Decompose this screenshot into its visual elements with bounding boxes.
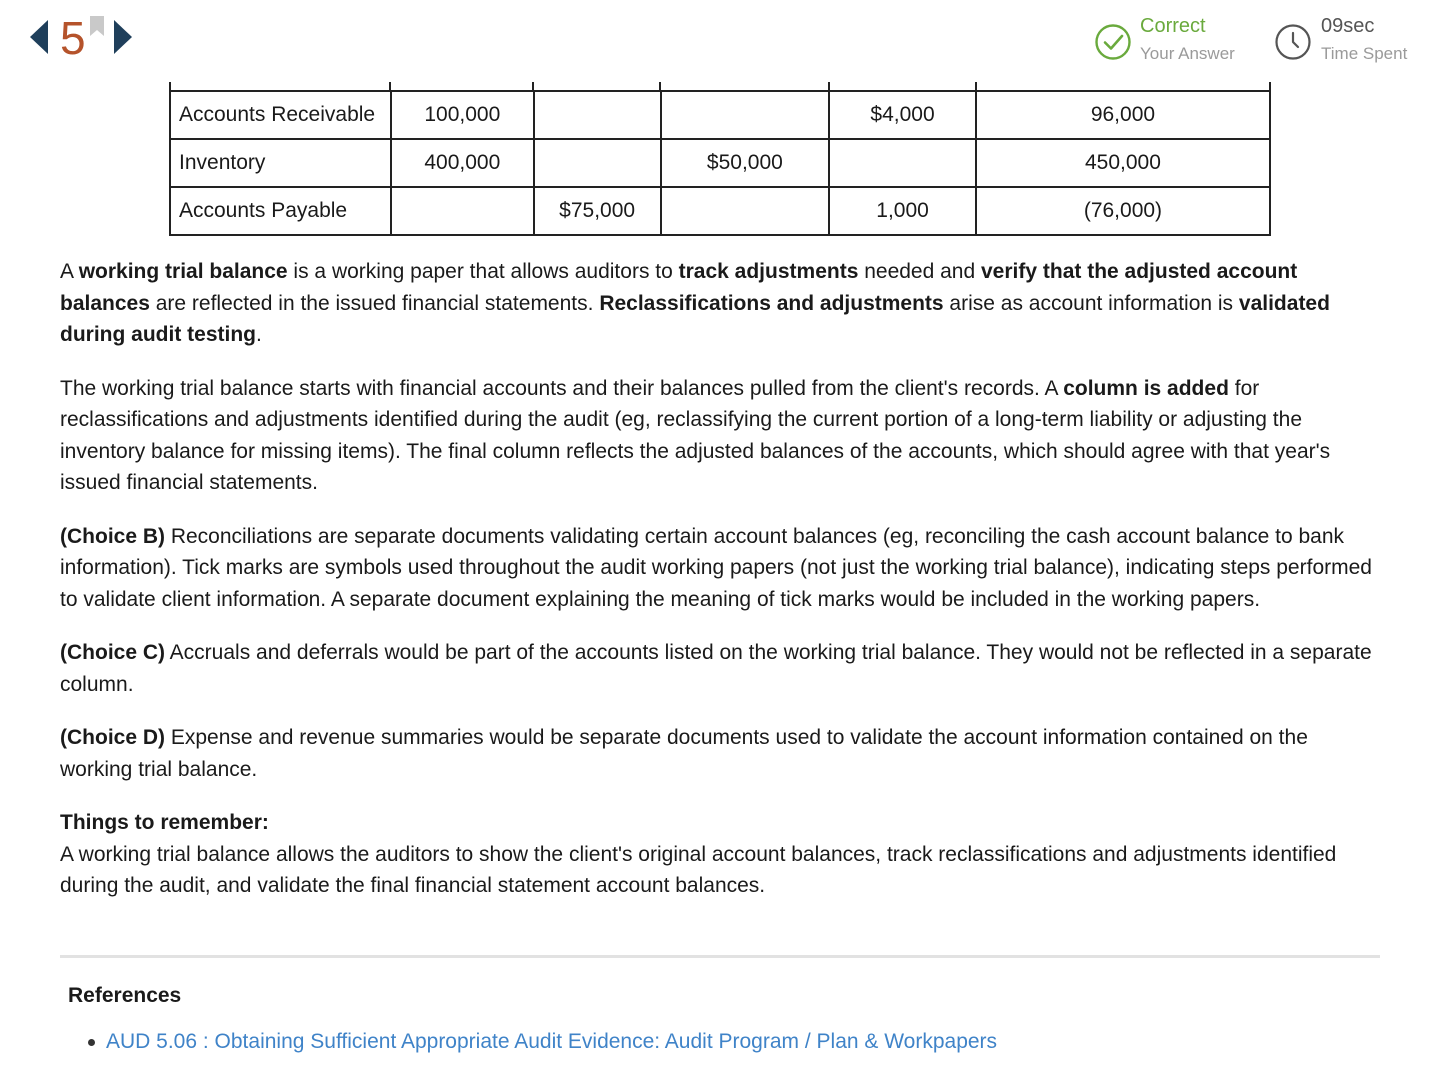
table-stub: [532, 82, 534, 90]
reference-link[interactable]: AUD 5.06 : Obtaining Sufficient Appropriate Audit Evidence: Audit Program / Plan & Workpapers: [106, 1030, 998, 1053]
table-row: [170, 187, 1270, 235]
table-cell: 450,000: [976, 139, 1270, 187]
text-run: are reflected in the issued financial statements.: [149, 291, 600, 315]
explanation-paragraph: [60, 373, 1380, 499]
time-value: 09sec: [1321, 15, 1375, 37]
account-name: Accounts Receivable: [170, 91, 391, 139]
table-stub: [169, 82, 171, 90]
bookmark-icon[interactable]: [90, 16, 104, 36]
text-run: .: [255, 323, 262, 346]
table-cell: $4,000: [829, 91, 976, 139]
text-run: The working trial balance starts with financial accounts and their balances pulled from the client's records. A: [60, 376, 1064, 400]
text-run: is a working paper that allows auditors to: [287, 260, 679, 283]
table-cell: [661, 187, 830, 235]
table-cell: [661, 91, 830, 139]
clock-icon: [1274, 23, 1312, 61]
table-cell: 96,000: [976, 91, 1270, 139]
table-cell: 400,000: [391, 139, 534, 187]
bold-text: track adjustments: [678, 260, 859, 283]
bold-text: working trial balance: [78, 260, 288, 283]
choice-label: (Choice B): [60, 524, 165, 548]
choice-label: (Choice C): [60, 641, 165, 664]
table-cell: (76,000): [976, 187, 1270, 235]
previous-question-button[interactable]: [28, 17, 50, 57]
account-name: Inventory: [170, 139, 391, 187]
bold-text: verify that the adjusted account balances: [60, 260, 1298, 315]
table-cell: [391, 187, 534, 235]
table-stub: [1269, 82, 1271, 90]
bold-text: column is added: [1063, 376, 1229, 400]
table-stub: [659, 82, 661, 90]
question-nav: [28, 12, 134, 64]
next-question-button[interactable]: [112, 17, 134, 57]
answer-status: [1094, 12, 1235, 68]
explanation: [60, 256, 1380, 924]
divider: [60, 955, 1380, 958]
table-cell: [534, 139, 661, 187]
text-run: arise as account information is: [943, 291, 1239, 315]
references-title: References: [68, 984, 182, 1007]
table-row: [170, 91, 1270, 139]
references: [68, 982, 998, 1053]
trial-balance-table: [169, 90, 1271, 236]
table-cell: [534, 91, 661, 139]
text-run: Expense and revenue summaries would be separate documents used to validate the account information contained on the working trial balance.: [60, 726, 1308, 781]
table-cell: [829, 139, 976, 187]
choice-label: (Choice D): [60, 726, 165, 749]
table-stub: [975, 82, 977, 90]
text-run: Accruals and deferrals would be part of the accounts listed on the working trial balance. They would not be reflected in a separate column.: [60, 641, 1372, 696]
answer-result-label: Your Answer: [1140, 44, 1235, 63]
table-cell: $75,000: [534, 187, 661, 235]
time-label: Time Spent: [1321, 44, 1408, 63]
table-cell: $50,000: [661, 139, 830, 187]
reference-item: [88, 1028, 1088, 1056]
table-stub: [389, 82, 391, 90]
bold-text: Reclassifications and adjustments: [599, 291, 944, 315]
triangle-right-icon: [114, 20, 132, 54]
bullet: [88, 1039, 95, 1046]
table-cell: 100,000: [391, 91, 534, 139]
remember-text: A working trial balance allows the auditors to show the client's original account balances, track reclassifications and adjustments identified during the audit, and validate the final financial statement account balances.: [60, 842, 1337, 897]
triangle-left-icon: [30, 20, 48, 54]
choice-b-explanation: [60, 521, 1380, 616]
question-number: 5: [60, 12, 86, 64]
choice-d-explanation: [60, 722, 1380, 785]
time-spent: [1274, 12, 1407, 68]
remember-title: Things to remember:: [60, 811, 269, 834]
check-circle-icon: [1094, 23, 1132, 61]
table-cell: 1,000: [829, 187, 976, 235]
text-run: A: [60, 260, 79, 283]
account-name: Accounts Payable: [170, 187, 391, 235]
text-run: for reclassifications and adjustments identified during the audit (eg, reclassifying the current portion of a long-term liability or adjusting the inventory balance for missing items). The final column reflects the adjusted balances of the accounts, which should agree with that year's issued financial statements.: [60, 376, 1331, 494]
choice-c-explanation: [60, 637, 1380, 700]
text-run: needed and: [858, 260, 981, 283]
answer-result: Correct: [1140, 15, 1206, 37]
table-stub: [828, 82, 830, 90]
top-bar: [0, 0, 1440, 80]
table-row: [170, 139, 1270, 187]
bold-text: validated during audit testing: [60, 291, 1330, 346]
text-run: Reconciliations are separate documents validating certain account balances (eg, reconciling the cash account balance to bank information). Tick marks are symbols used throughout the audit working papers (not just the working trial balance), indicating steps performed to validate client information. A separate document explaining the meaning of tick marks would be included in the working papers.: [60, 524, 1372, 611]
things-to-remember: [60, 807, 1380, 902]
explanation-paragraph: [60, 256, 1380, 351]
